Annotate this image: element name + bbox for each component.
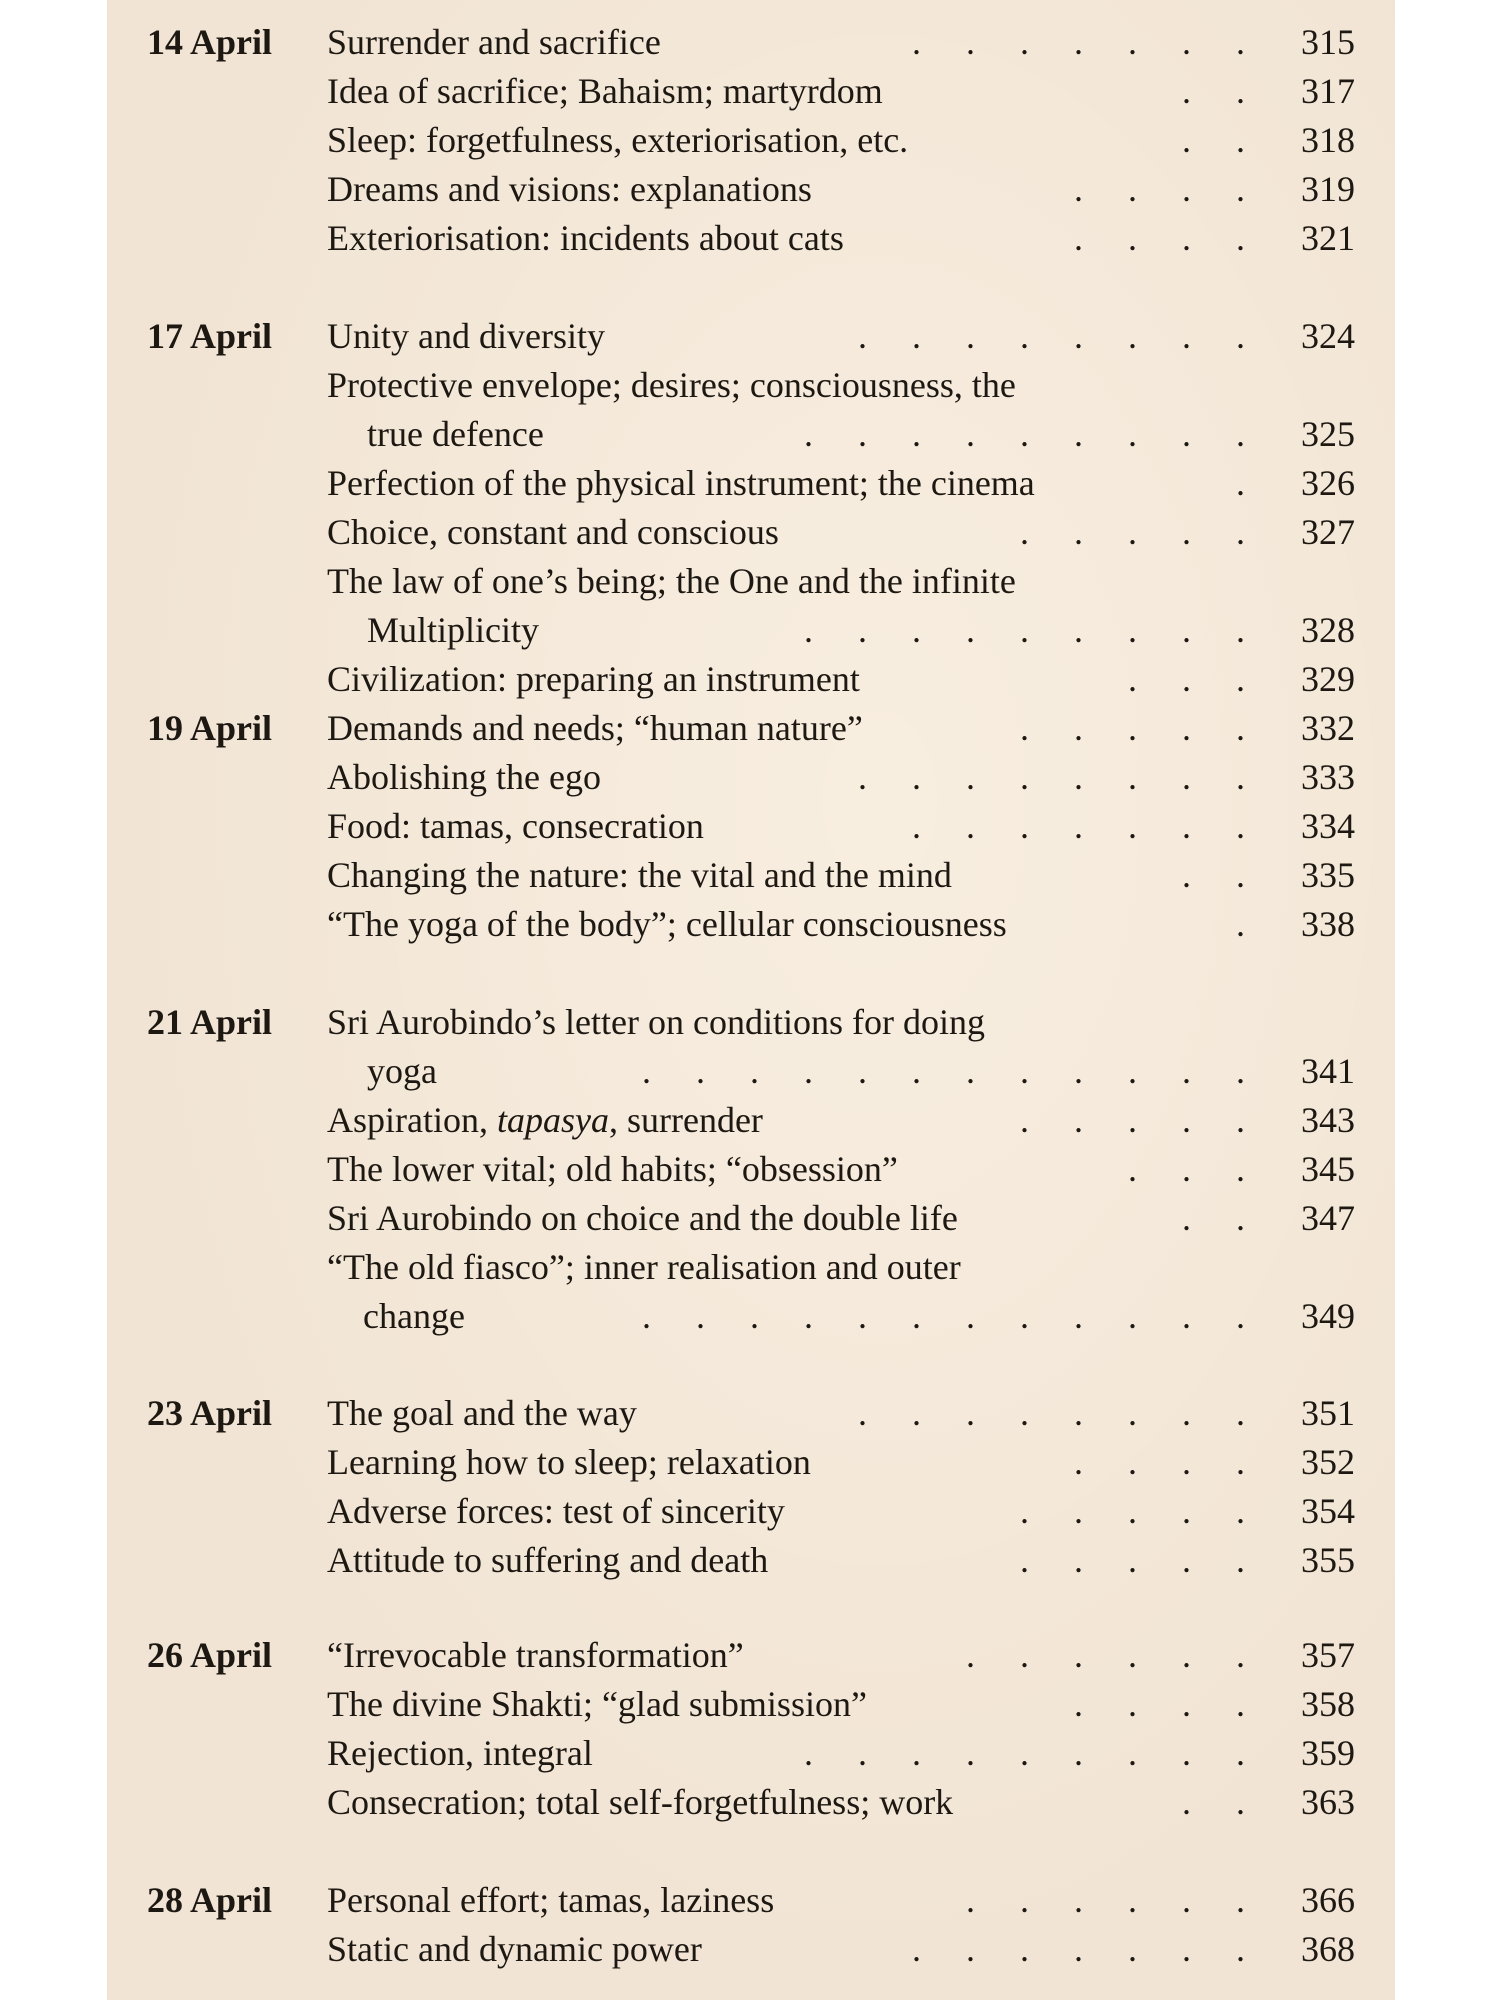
toc-entry[interactable] [327, 1194, 1355, 1243]
entry-page-number: 315 [1301, 22, 1355, 62]
toc-entry[interactable] [327, 1536, 1355, 1585]
toc-entry[interactable] [327, 18, 1355, 67]
entry-page-number: 355 [1301, 1540, 1355, 1580]
leader-dots: . [1236, 463, 1245, 503]
toc-entry[interactable] [327, 67, 1355, 116]
entry-title: “The old fiasco”; inner realisation and outer [327, 1247, 961, 1287]
entry-title-continuation: true defence [367, 414, 544, 454]
entry-list [327, 1389, 1355, 1585]
entry-title: Rejection, integral [327, 1733, 593, 1773]
toc-page [107, 0, 1395, 2000]
entry-page-number: 334 [1301, 806, 1355, 846]
entry-title: Aspiration, tapasya, surrender [327, 1100, 763, 1140]
entry-title: Personal effort; tamas, laziness [327, 1880, 775, 1920]
toc-entry[interactable] [327, 1631, 1355, 1680]
leader-dots: . . . . . . . . . . . . [642, 1296, 1245, 1336]
leader-dots: . . . . [1074, 169, 1245, 209]
toc-entry[interactable] [327, 1389, 1355, 1438]
leader-dots: . . . . . . . . . . . . [642, 1051, 1245, 1091]
entry-page-number: 326 [1301, 463, 1355, 503]
leader-dots: . . . [1128, 1149, 1245, 1189]
toc-entry[interactable] [327, 1925, 1355, 1974]
section-date: 21 April [147, 1002, 273, 1042]
entry-title: The law of one’s being; the One and the infinite [327, 561, 1016, 601]
entry-page-number: 332 [1301, 708, 1355, 748]
entry-page-number: 328 [1301, 610, 1355, 650]
leader-dots: . . . . . . . . . [804, 610, 1245, 650]
entry-title: The divine Shakti; “glad submission” [327, 1684, 867, 1724]
entry-title: Sleep: forgetfulness, exteriorisation, etc. [327, 120, 909, 160]
leader-dots: . . . . . . [966, 1880, 1245, 1920]
entry-page-number: 368 [1301, 1929, 1355, 1969]
entry-page-number: 325 [1301, 414, 1355, 454]
entry-title: Surrender and sacrifice [327, 22, 661, 62]
entry-page-number: 338 [1301, 904, 1355, 944]
entry-title: Changing the nature: the vital and the mind [327, 855, 952, 895]
toc-entry[interactable] [327, 459, 1355, 508]
toc-entry[interactable] [327, 1680, 1355, 1729]
entry-title: Demands and needs; “human nature” [327, 708, 863, 748]
entry-page-number: 351 [1301, 1393, 1355, 1433]
entry-list [327, 1876, 1355, 1974]
toc-entry[interactable] [327, 655, 1355, 704]
entry-page-number: 319 [1301, 169, 1355, 209]
leader-dots: . . [1182, 1782, 1245, 1822]
entry-page-number: 324 [1301, 316, 1355, 356]
entry-page-number: 358 [1301, 1684, 1355, 1724]
leader-dots: . . . . . . . . [858, 1393, 1245, 1433]
leader-dots: . . . [1128, 659, 1245, 699]
toc-entry[interactable] [327, 704, 1355, 753]
entry-title: Exteriorisation: incidents about cats [327, 218, 844, 258]
toc-entry[interactable] [327, 1096, 1355, 1145]
entry-title-continuation: Multiplicity [367, 610, 540, 650]
entry-page-number: 354 [1301, 1491, 1355, 1531]
leader-dots: . . . . . [1020, 512, 1245, 552]
entry-title: Food: tamas, consecration [327, 806, 704, 846]
leader-dots: . . [1182, 71, 1245, 111]
toc-entry[interactable] [327, 1487, 1355, 1536]
toc-entry[interactable] [327, 900, 1355, 949]
leader-dots: . . . . . [1020, 1540, 1245, 1580]
section-date: 23 April [147, 1393, 273, 1433]
entry-page-number: 329 [1301, 659, 1355, 699]
entry-title: The goal and the way [327, 1393, 637, 1433]
entry-title: Attitude to suffering and death [327, 1540, 769, 1580]
section-date: 26 April [147, 1635, 273, 1675]
entry-title-continuation: change [363, 1296, 465, 1336]
entry-page-number: 347 [1301, 1198, 1355, 1238]
entry-list [327, 1631, 1355, 1827]
toc-entry[interactable] [327, 557, 1355, 655]
entry-page-number: 357 [1301, 1635, 1355, 1675]
leader-dots: . . . . . . . [912, 1929, 1245, 1969]
entry-page-number: 333 [1301, 757, 1355, 797]
entry-title: Civilization: preparing an instrument [327, 659, 860, 699]
entry-list [327, 18, 1355, 263]
leader-dots: . . . . [1074, 1442, 1245, 1482]
leader-dots: . . . . . . . [912, 22, 1245, 62]
leader-dots: . . . . . [1020, 708, 1245, 748]
toc-entry[interactable] [327, 214, 1355, 263]
entry-page-number: 349 [1301, 1296, 1355, 1336]
entry-title: Sri Aurobindo on choice and the double life [327, 1198, 958, 1238]
toc-entry[interactable] [327, 998, 1355, 1096]
toc-entry[interactable] [327, 1243, 1355, 1341]
entry-page-number: 318 [1301, 120, 1355, 160]
entry-title: Protective envelope; desires; consciousness, the [327, 365, 1016, 405]
entry-page-number: 345 [1301, 1149, 1355, 1189]
toc-entry[interactable] [327, 312, 1355, 361]
section-date: 14 April [147, 22, 273, 62]
entry-title: Consecration; total self-forgetfulness; work [327, 1782, 954, 1822]
leader-dots: . . [1182, 1198, 1245, 1238]
leader-dots: . . . . [1074, 218, 1245, 258]
leader-dots: . . . . . . . . . [804, 414, 1245, 454]
entry-title-italic: tapasya [496, 1100, 609, 1140]
toc-entry[interactable] [327, 1729, 1355, 1778]
toc-entry[interactable] [327, 1438, 1355, 1487]
entry-page-number: 341 [1301, 1051, 1355, 1091]
leader-dots: . . . . . [1020, 1100, 1245, 1140]
entry-page-number: 352 [1301, 1442, 1355, 1482]
entry-title: Unity and diversity [327, 316, 605, 356]
leader-dots: . . [1182, 120, 1245, 160]
leader-dots: . . . . [1074, 1684, 1245, 1724]
entry-title: The lower vital; old habits; “obsession” [327, 1149, 898, 1189]
leader-dots: . . . . . . . . [858, 316, 1245, 356]
entry-page-number: 321 [1301, 218, 1355, 258]
entry-page-number: 335 [1301, 855, 1355, 895]
entry-page-number: 366 [1301, 1880, 1355, 1920]
toc-entry[interactable] [327, 753, 1355, 802]
toc-entry[interactable] [327, 508, 1355, 557]
toc-entry[interactable] [327, 1778, 1355, 1827]
toc-entry[interactable] [327, 116, 1355, 165]
entry-title: “The yoga of the body”; cellular consciousness [327, 904, 1007, 944]
toc-entry[interactable] [327, 361, 1355, 459]
toc-entry[interactable] [327, 165, 1355, 214]
section-date: 28 April [147, 1880, 273, 1920]
toc-entry[interactable] [327, 1876, 1355, 1925]
toc-entry[interactable] [327, 1145, 1355, 1194]
entry-title: Choice, constant and conscious [327, 512, 779, 552]
entry-list [327, 312, 1355, 704]
entry-title: Learning how to sleep; relaxation [327, 1442, 811, 1482]
entry-page-number: 317 [1301, 71, 1355, 111]
leader-dots: . . . . . [1020, 1491, 1245, 1531]
entry-title: Static and dynamic power [327, 1929, 702, 1969]
entry-title: Dreams and visions: explanations [327, 169, 812, 209]
entry-page-number: 343 [1301, 1100, 1355, 1140]
entry-title: Perfection of the physical instrument; the cinema [327, 463, 1035, 503]
entry-title: Sri Aurobindo’s letter on conditions for doing [327, 1002, 985, 1042]
entry-title: Abolishing the ego [327, 757, 601, 797]
leader-dots: . . . . . . . . [858, 757, 1245, 797]
leader-dots: . . . . . . . [912, 806, 1245, 846]
entry-title-continuation: yoga [367, 1051, 437, 1091]
leader-dots: . [1236, 904, 1245, 944]
entry-list [327, 998, 1355, 1341]
entry-page-number: 359 [1301, 1733, 1355, 1773]
section-date: 17 April [147, 316, 273, 356]
toc-entry[interactable] [327, 802, 1355, 851]
entry-title: Idea of sacrifice; Bahaism; martyrdom [327, 71, 883, 111]
entry-title: “Irrevocable transformation” [327, 1635, 744, 1675]
toc-entry[interactable] [327, 851, 1355, 900]
section-date: 19 April [147, 708, 273, 748]
leader-dots: . . . . . . . . . [804, 1733, 1245, 1773]
entry-list [327, 704, 1355, 949]
entry-page-number: 327 [1301, 512, 1355, 552]
entry-page-number: 363 [1301, 1782, 1355, 1822]
leader-dots: . . [1182, 855, 1245, 895]
leader-dots: . . . . . . [966, 1635, 1245, 1675]
entry-title: Adverse forces: test of sincerity [327, 1491, 785, 1531]
